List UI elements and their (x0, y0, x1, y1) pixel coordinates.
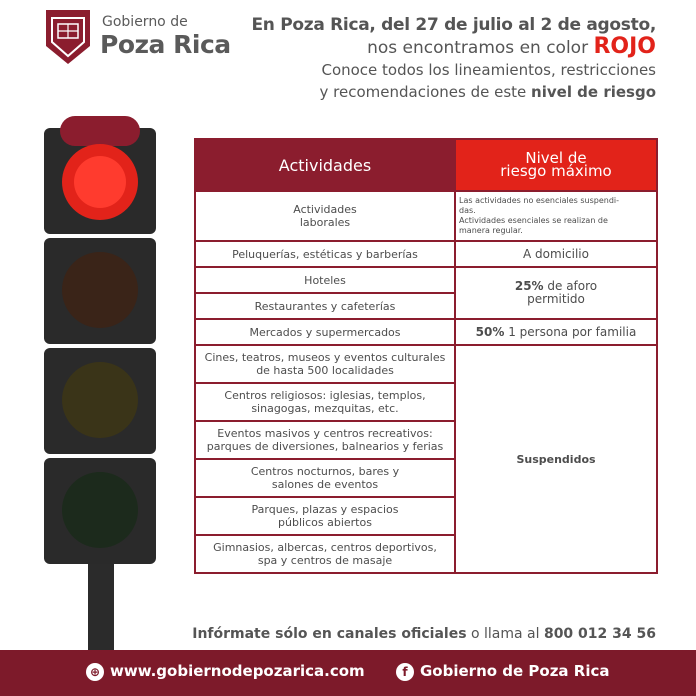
table-row (195, 191, 657, 241)
headline-line3: Conoce todos los lineamientos, restricciones (321, 61, 656, 79)
activity-cell: Hoteles (195, 267, 455, 293)
level-cell: A domicilio (455, 241, 657, 267)
facebook-link[interactable]: f Gobierno de Poza Rica (396, 662, 610, 681)
light-green (44, 458, 156, 564)
activity-cell: Restaurantes y cafeterías (195, 293, 455, 319)
level-cell: 25% de aforo permitido (455, 267, 657, 319)
logo-text-big: Poza Rica (100, 30, 231, 59)
phone-number: 800 012 34 56 (543, 626, 656, 642)
headline-line2: nos encontramos en color ROJO (367, 34, 656, 59)
table-row (195, 241, 657, 267)
logo-text-small: Gobierno de (102, 14, 188, 30)
light-red (44, 116, 156, 234)
facebook-icon: f (396, 663, 414, 681)
headline-line1: En Poza Rica, del 27 de julio al 2 de agosto, (251, 15, 656, 35)
activity-cell: Actividades laborales (195, 191, 455, 241)
color-label: ROJO (593, 34, 656, 59)
municipal-shield-logo (44, 8, 92, 66)
table-row (195, 319, 657, 345)
light-yellow (44, 348, 156, 454)
activity-cell: Peluquerías, estéticas y barberías (195, 241, 455, 267)
globe-icon: ⊕ (86, 663, 104, 681)
level-cell: 50% 1 persona por familia (455, 319, 657, 345)
activity-cell: Mercados y supermercados (195, 319, 455, 345)
activity-cell: Cines, teatros, museos y eventos culturales de hasta 500 localidades (195, 345, 455, 383)
bottom-bar (0, 650, 696, 696)
table-row (195, 267, 657, 293)
activity-cell: Eventos masivos y centros recreativos: parques de diversiones, balnearios y ferias (195, 421, 455, 459)
traffic-light-illustration (30, 112, 170, 652)
col-header-activities: Actividades (195, 139, 455, 191)
light-orange (44, 238, 156, 344)
website-link[interactable]: ⊕ www.gobiernodepozarica.com (86, 662, 365, 681)
activity-cell: Gimnasios, albercas, centros deportivos, spa y centros de masaje (195, 535, 455, 573)
level-cell: Las actividades no esenciales suspendi- das. Actividades esenciales se realizan de manera regular. (455, 191, 657, 241)
headline (236, 14, 656, 103)
table-row (195, 345, 657, 383)
col-header-risk-level: Nivel de riesgo máximo (455, 139, 657, 191)
level-cell-suspended: Suspendidos (455, 345, 657, 573)
activity-cell: Centros nocturnos, bares y salones de eventos (195, 459, 455, 497)
activity-cell: Parques, plazas y espacios públicos abiertos (195, 497, 455, 535)
table-header-row (195, 139, 657, 191)
activities-table (194, 138, 658, 574)
activity-cell: Centros religiosos: iglesias, templos, sinagogas, mezquitas, etc. (195, 383, 455, 421)
official-channels-notice: Infórmate sólo en canales oficiales o llama al 800 012 34 56 (192, 626, 656, 642)
headline-line4: y recomendaciones de este nivel de riesgo (319, 83, 656, 101)
